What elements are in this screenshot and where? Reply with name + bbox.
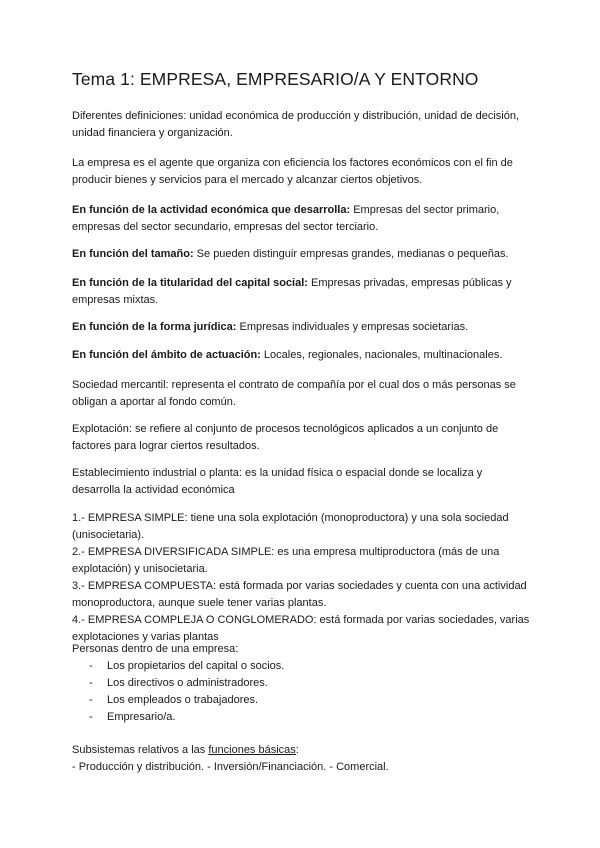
company-types-list	[72, 510, 532, 646]
classification-label: En función de la titularidad del capital social:	[72, 277, 308, 289]
definitions-paragraph: Diferentes definiciones: unidad económica de producción y distribución, unidad de decisión, unidad financiera y organización.	[72, 110, 519, 139]
classification-label: En función del ámbito de actuación:	[72, 349, 261, 361]
classification-text: Empresas privadas, empresas públicas y empresas mixtas.	[72, 277, 512, 306]
classification-legal-form	[72, 319, 532, 336]
classification-label: En función de la actividad económica que desarrolla:	[72, 204, 351, 216]
sociedad-mercantil-definition: Sociedad mercantil: representa el contrato de compañía por el cual dos o más personas se obligan a aportar al fondo común.	[72, 379, 516, 408]
classification-size	[72, 246, 532, 263]
classification-label: En función de la forma jurídica:	[72, 321, 237, 333]
company-type-item: 2.- EMPRESA DIVERSIFICADA SIMPLE: es una empresa multiproductora (más de una explotación) y unisocietaria.	[72, 546, 500, 575]
subsistemas-prefix: Subsistemas relativos a las	[72, 744, 209, 756]
establecimiento-definition: Establecimiento industrial o planta: es la unidad física o espacial donde se localiza y desarrolla la actividad económica	[72, 467, 483, 496]
list-item: - Los propietarios del capital o socios.	[72, 658, 532, 675]
subsistemas-suffix: :	[295, 744, 299, 756]
classification-text: Empresas individuales y empresas societarias.	[236, 321, 469, 333]
company-type-item: 1.- EMPRESA SIMPLE: tiene una sola explotación (monoproductora) y una sola sociedad (unisocietaria).	[72, 512, 509, 541]
classification-text: Empresas del sector primario, empresas del sector secundario, empresas del sector terciario.	[72, 204, 500, 233]
personas-list	[72, 658, 532, 726]
company-type-item: 4.- EMPRESA COMPLEJA O CONGLOMERADO: está formada por varias sociedades, varias explotaciones y varias plantas	[72, 614, 530, 643]
personas-heading: Personas dentro de una empresa:	[72, 643, 239, 655]
classification-ownership	[72, 275, 532, 309]
subsistemas-line: - Producción y distribución. - Inversión/Financiación. - Comercial.	[72, 761, 389, 773]
personas-section	[72, 641, 532, 726]
classification-text: Se pueden distinguir empresas grandes, medianas o pequeñas.	[193, 248, 509, 260]
explotacion-definition: Explotación: se refiere al conjunto de procesos tecnológicos aplicados a un conjunto de factores para lograr ciertos resultados.	[72, 423, 499, 452]
subsistemas-section	[72, 742, 532, 776]
company-type-item: 3.- EMPRESA COMPUESTA: está formada por varias sociedades y cuenta con una actividad monoproductora, aunque suele tener varias plantas.	[72, 580, 527, 609]
classification-text: Locales, regionales, nacionales, multinacionales.	[260, 349, 503, 361]
list-item: - Empresario/a.	[72, 709, 532, 726]
subsistemas-heading	[72, 742, 532, 759]
funciones-basicas-link: funciones básicas	[208, 744, 296, 756]
classification-activity	[72, 202, 532, 236]
classification-label: En función del tamaño:	[72, 248, 194, 260]
list-item: - Los directivos o administradores.	[72, 675, 532, 692]
classification-scope	[72, 347, 532, 364]
list-item: - Los empleados o trabajadores.	[72, 692, 532, 709]
company-agent-paragraph: La empresa es el agente que organiza con eficiencia los factores económicos con el fin de producir bienes y servicios para el mercado y alcanzar ciertos objetivos.	[72, 157, 513, 186]
document-title: Tema 1: EMPRESA, EMPRESARIO/A Y ENTORNO	[72, 69, 479, 89]
